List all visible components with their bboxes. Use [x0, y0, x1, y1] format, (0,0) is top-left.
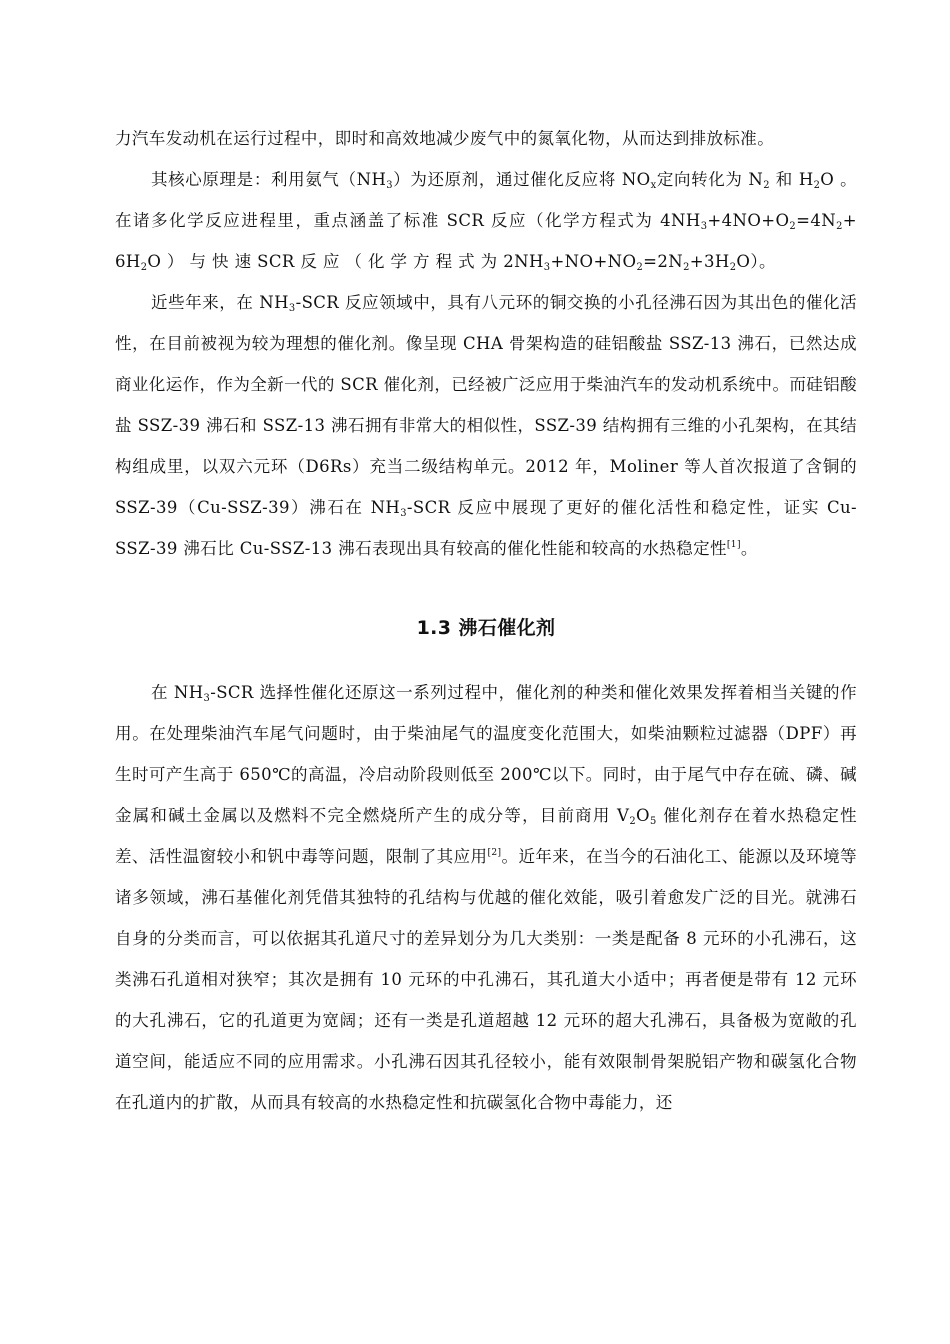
citation-ref-1: [1]: [726, 540, 741, 551]
citation-ref-2: [2]: [487, 848, 502, 859]
paragraph-ssz-zeolites: 近些年来，在 $NH_3$-SCR 反应领域中，具有八元环的铜交换的小孔径沸石因为其出色的催化活性，在目前被视为较为理想的催化剂。像呈现 CHA 骨架构造的硅铝酸盐 SSZ-13 沸石，已然达成商业化运作，作为全新一代的 SCR 催化剂，已经被广泛应用于柴油汽车的发动机系统中。而硅铝酸盐 SSZ-39 沸石和 SSZ-13 沸石拥有非常大的相似性，SSZ-39 结构拥有三维的小孔架构，在其结构组成里，以双六元环（D6Rs）充当二级结构单元。2012 年，Moliner 等人首次报道了含铜的 SSZ-39（Cu-SSZ-39）沸石在 $NH_3$-SCR 反应中展现了更好的催化活性和稳定性，证实 Cu-SSZ-39 沸石比 Cu-SSZ-13 沸石表现出具有较高的催化性能和较高的水热稳定性[1]。: [115, 293, 858, 558]
paragraph-zeolite-catalysts: 在 $NH_3$-SCR 选择性催化还原这一系列过程中，催化剂的种类和催化效果发挥着相当关键的作用。在处理柴油汽车尾气问题时，由于柴油尾气的温度变化范围大，如柴油颗粒过滤器（DPF）再生时可产生高于 650℃的高温，冷启动阶段则低至 200℃以下。同时，由于尾气中存在硫、磷、碱金属和碱土金属以及燃料不完全燃烧所产生的成分等，目前商用 $V_2O_5$ 催化剂存在着水热稳定性差、活性温窗较小和钒中毒等问题，限制了其应用[2]。近年来，在当今的石油化工、能源以及环境等诸多领域，沸石基催化剂凭借其独特的孔结构与优越的催化效能，吸引着愈发广泛的目光。就沸石自身的分类而言，可以依据其孔道尺寸的差异划分为几大类别：一类是配备 8 元环的小孔沸石，这类沸石孔道相对狭窄；其次是拥有 10 元环的中孔沸石，其孔道大小适中；再者便是带有 12 元环的大孔沸石，它的孔道更为宽阔；还有一类是孔道超越 12 元环的超大孔沸石，具备极为宽敞的孔道空间，能适应不同的应用需求。小孔沸石因其孔径较小，能有效限制骨架脱铝产物和碳氢化合物在孔道内的扩散，从而具有较高的水热稳定性和抗碳氢化合物中毒能力，还: [115, 683, 858, 1112]
paragraph-scr-principle: 其核心原理是：利用氨气$(NH_3)$为还原剂，通过催化反应将 $NO_x$定向转化为 $N_2$ 和 $H_2O$ 。在诸多化学反应进程里，重点涵盖了标准 SCR 反应（化学方程式为 $4NH_3+4NO+O_2=4N_2+ 6H_2O$ ） 与 快 速 SCR 反 应 （ 化 学 方 程 式 为 $2NH_3+NO+NO_2=2N_2+3H_2O$）。: [115, 170, 858, 273]
paragraph-continuation: 力汽车发动机在运行过程中，即时和高效地减少废气中的氮氧化物，从而达到排放标准。: [115, 129, 775, 148]
document-page: [115, 118, 857, 1123]
section-heading: 1.3 沸石催化剂: [416, 617, 556, 639]
